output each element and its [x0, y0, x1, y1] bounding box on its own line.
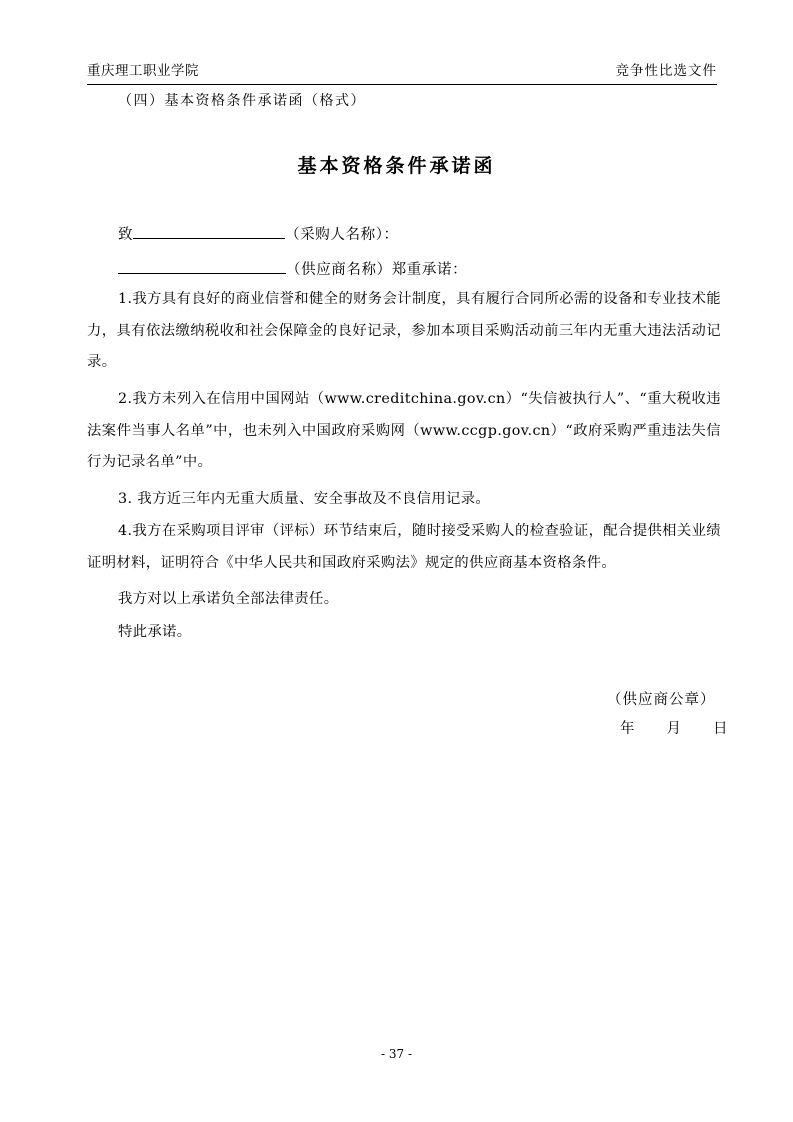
purchaser-name-blank — [133, 224, 285, 239]
supplier-line — [118, 258, 467, 279]
clause-4: 4.我方在采购项目评审（评标）环节结束后，随时接受采购人的检查验证，配合提供相关业绩证明材料，证明符合《中华人民共和国政府采购法》规定的供应商基本资格条件。 — [87, 523, 721, 571]
document-title: 基本资格条件承诺函 — [297, 155, 496, 177]
closing-statement: 特此承诺。 — [118, 624, 192, 640]
clause-1: 1.我方具有良好的商业信誉和健全的财务会计制度，具有履行合同所必需的设备和专业技术能力，具有依法缴纳税收和社会保障金的良好记录，参加本项目采购活动前三年内无重大违法活动记录。 — [87, 291, 721, 370]
purchaser-suffix: （采购人名称）： — [285, 227, 399, 243]
header-document-type: 竞争性比选文件 — [615, 63, 717, 79]
purchaser-line — [118, 223, 399, 244]
supplier-suffix: （供应商名称）郑重承诺： — [286, 262, 468, 278]
salutation-prefix: 致 — [118, 227, 134, 243]
clause-2: 2.我方未列入在信用中国网站（www.creditchina.gov.cn）“失信被执行人”、“重大税收违法案件当事人名单”中，也未列入中国政府采购网（www.ccgp.gov.cn）“政府采购严重违法失信行为记录名单”中。 — [87, 391, 721, 470]
clause-3: 3. 我方近三年内无重大质量、安全事故及不良信用记录。 — [118, 491, 491, 507]
page-number: - 37 - — [380, 1047, 412, 1061]
header-institution: 重庆理工职业学院 — [87, 63, 199, 79]
section-heading: （四）基本资格条件承诺函（格式） — [118, 93, 366, 109]
page-header — [87, 62, 717, 85]
supplier-seal-label: （供应商公章） — [607, 692, 716, 708]
liability-statement: 我方对以上承诺负全部法律责任。 — [118, 591, 339, 607]
supplier-name-blank — [118, 259, 286, 274]
signature-date: 年 月 日 — [620, 721, 729, 737]
